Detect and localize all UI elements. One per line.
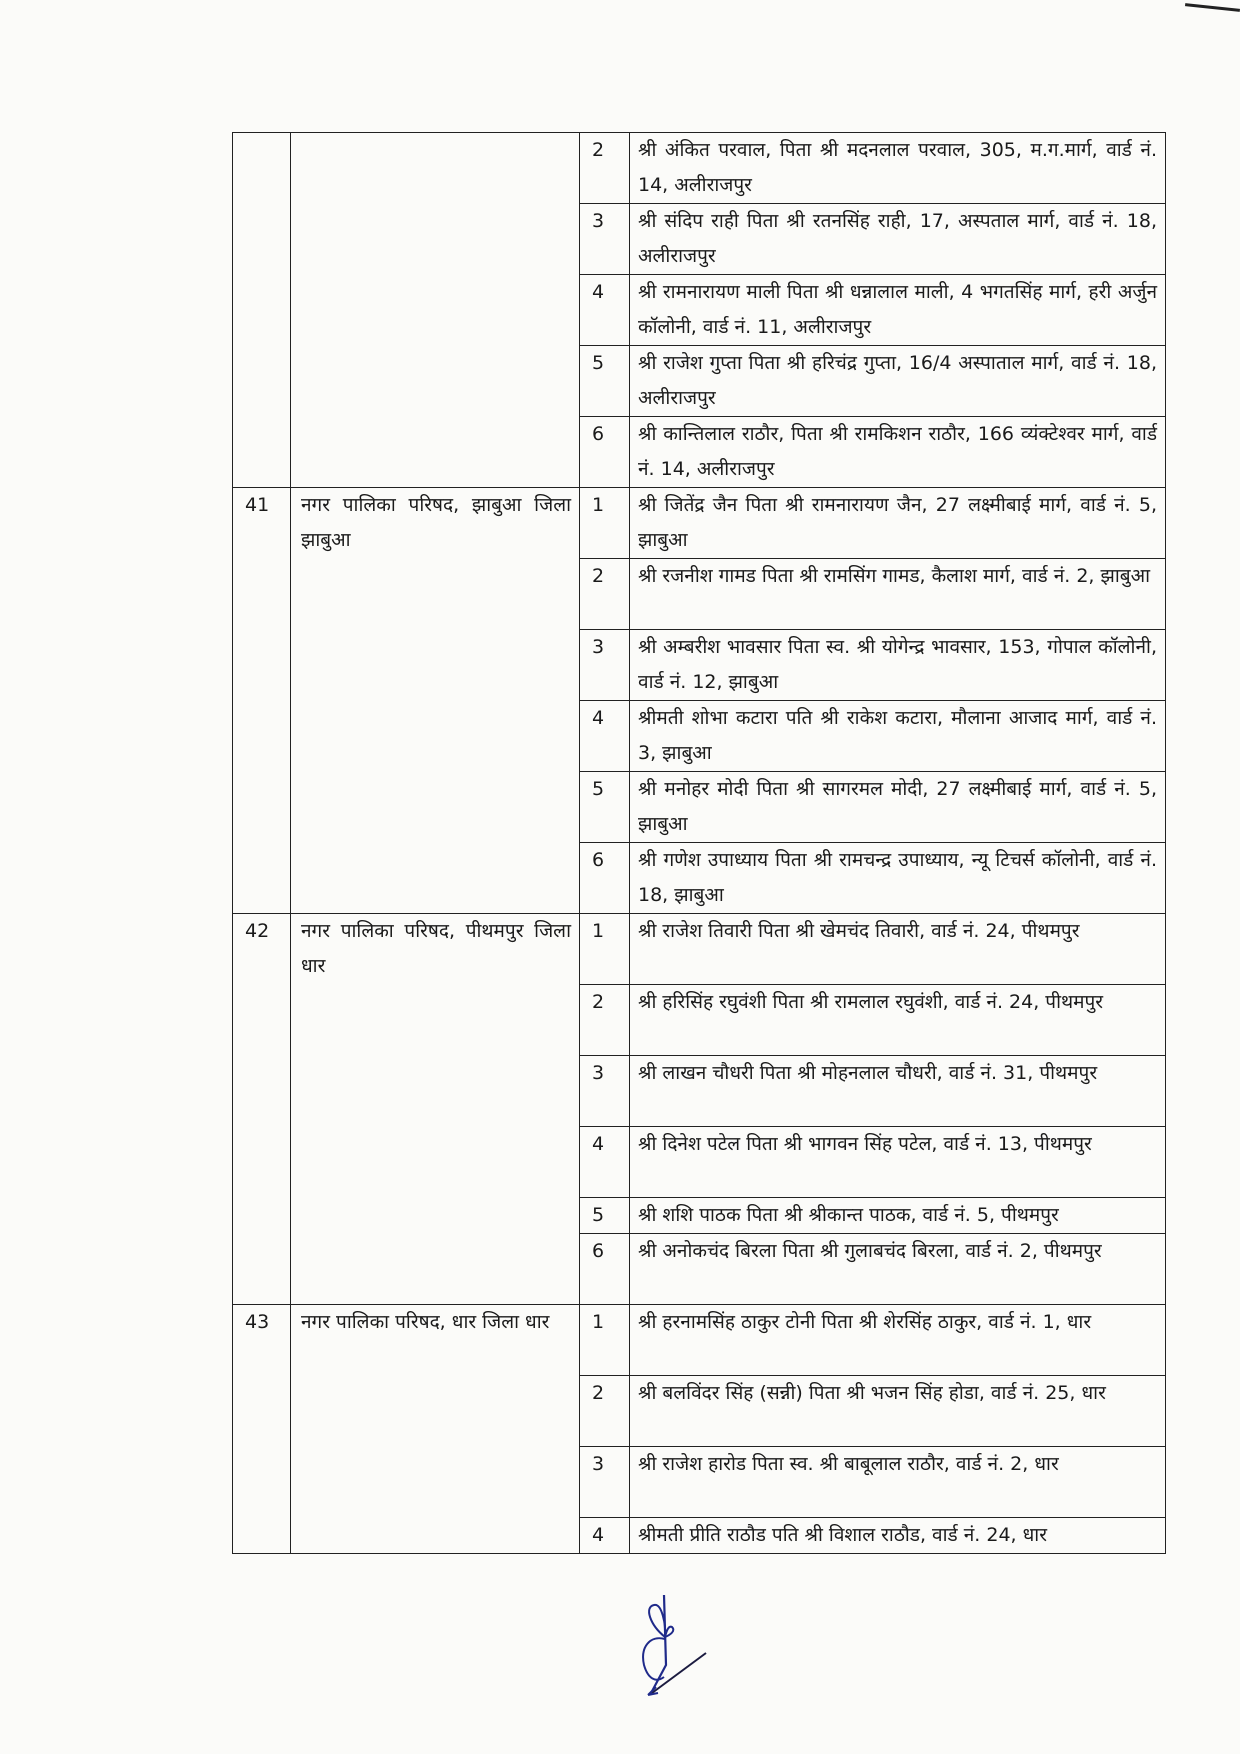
- member-details-cell: श्री शशि पाठक पिता श्री श्रीकान्त पाठक, वार्ड नं. 5, पीथमपुर: [630, 1198, 1166, 1234]
- member-number-cell: 3: [580, 204, 630, 275]
- member-number-cell: 3: [580, 630, 630, 701]
- member-details-cell: श्री जितेंद्र जैन पिता श्री रामनारायण जैन, 27 लक्ष्मीबाई मार्ग, वार्ड नं. 5, झाबुआ: [630, 488, 1166, 559]
- municipal-body-cell: नगर पालिका परिषद, पीथमपुर जिला धार: [291, 914, 580, 1305]
- member-details-cell: श्रीमती शोभा कटारा पति श्री राकेश कटारा, मौलाना आजाद मार्ग, वार्ड नं. 3, झाबुआ: [630, 701, 1166, 772]
- member-details-cell: श्री अनोकचंद बिरला पिता श्री गुलाबचंद बिरला, वार्ड नं. 2, पीथमपुर: [630, 1234, 1166, 1305]
- serial-number-cell: 41: [233, 488, 291, 914]
- municipal-body-cell: नगर पालिका परिषद, झाबुआ जिला झाबुआ: [291, 488, 580, 914]
- table-row: [233, 488, 1166, 559]
- member-number-cell: 6: [580, 1234, 630, 1305]
- member-details-cell: श्री अंकित परवाल, पिता श्री मदनलाल परवाल, 305, म.ग.मार्ग, वार्ड नं. 14, अलीराजपुर: [630, 133, 1166, 204]
- table-row: [233, 133, 1166, 204]
- member-number-cell: 5: [580, 772, 630, 843]
- member-list-table: [232, 132, 1166, 1554]
- member-details-cell: श्री संदिप राही पिता श्री रतनसिंह राही, 17, अस्पताल मार्ग, वार्ड नं. 18, अलीराजपुर: [630, 204, 1166, 275]
- member-details-cell: श्री राजेश हारोड पिता स्व. श्री बाबूलाल राठौर, वार्ड नं. 2, धार: [630, 1447, 1166, 1518]
- member-number-cell: 2: [580, 1376, 630, 1447]
- municipal-body-cell: [291, 133, 580, 488]
- member-number-cell: 2: [580, 133, 630, 204]
- member-details-cell: श्री अम्बरीश भावसार पिता स्व. श्री योगेन्द्र भावसार, 153, गोपाल कॉलोनी, वार्ड नं. 12, झाबुआ: [630, 630, 1166, 701]
- member-number-cell: 4: [580, 1127, 630, 1198]
- member-number-cell: 4: [580, 701, 630, 772]
- member-details-cell: श्री हरिसिंह रघुवंशी पिता श्री रामलाल रघुवंशी, वार्ड नं. 24, पीथमपुर: [630, 985, 1166, 1056]
- member-number-cell: 4: [580, 275, 630, 346]
- table-row: [233, 914, 1166, 985]
- member-details-cell: श्री रामनारायण माली पिता श्री धन्नालाल माली, 4 भगतसिंह मार्ग, हरी अर्जुन कॉलोनी, वार्ड नं. 11, अलीराजपुर: [630, 275, 1166, 346]
- signature-icon: [620, 1595, 720, 1700]
- serial-number-cell: 43: [233, 1305, 291, 1554]
- member-number-cell: 3: [580, 1056, 630, 1127]
- municipal-body-cell: नगर पालिका परिषद, धार जिला धार: [291, 1305, 580, 1554]
- member-details-cell: श्री राजेश तिवारी पिता श्री खेमचंद तिवारी, वार्ड नं. 24, पीथमपुर: [630, 914, 1166, 985]
- table-row: [233, 1305, 1166, 1376]
- page-edge-mark: [1180, 0, 1240, 20]
- member-number-cell: 1: [580, 1305, 630, 1376]
- member-number-cell: 6: [580, 417, 630, 488]
- member-number-cell: 1: [580, 914, 630, 985]
- member-details-cell: श्री दिनेश पटेल पिता श्री भागवन सिंह पटेल, वार्ड नं. 13, पीथमपुर: [630, 1127, 1166, 1198]
- member-details-cell: श्री कान्तिलाल राठौर, पिता श्री रामकिशन राठौर, 166 व्यंक्टेश्वर मार्ग, वार्ड नं. 14, अलीराजपुर: [630, 417, 1166, 488]
- member-number-cell: 4: [580, 1518, 630, 1554]
- member-number-cell: 5: [580, 346, 630, 417]
- member-details-cell: श्री मनोहर मोदी पिता श्री सागरमल मोदी, 27 लक्ष्मीबाई मार्ग, वार्ड नं. 5, झाबुआ: [630, 772, 1166, 843]
- member-details-cell: श्री बलविंदर सिंह (सन्नी) पिता श्री भजन सिंह होडा, वार्ड नं. 25, धार: [630, 1376, 1166, 1447]
- member-number-cell: 1: [580, 488, 630, 559]
- member-number-cell: 3: [580, 1447, 630, 1518]
- member-details-cell: श्री हरनामसिंह ठाकुर टोनी पिता श्री शेरसिंह ठाकुर, वार्ड नं. 1, धार: [630, 1305, 1166, 1376]
- serial-number-cell: 42: [233, 914, 291, 1305]
- member-number-cell: 5: [580, 1198, 630, 1234]
- member-details-cell: श्रीमती प्रीति राठौड पति श्री विशाल राठौड, वार्ड नं. 24, धार: [630, 1518, 1166, 1554]
- member-details-cell: श्री राजेश गुप्ता पिता श्री हरिचंद्र गुप्ता, 16/4 अस्पाताल मार्ग, वार्ड नं. 18, अलीराजपुर: [630, 346, 1166, 417]
- member-details-cell: श्री गणेश उपाध्याय पिता श्री रामचन्द्र उपाध्याय, न्यू टिचर्स कॉलोनी, वार्ड नं. 18, झाबुआ: [630, 843, 1166, 914]
- member-number-cell: 2: [580, 559, 630, 630]
- member-number-cell: 2: [580, 985, 630, 1056]
- serial-number-cell: [233, 133, 291, 488]
- member-number-cell: 6: [580, 843, 630, 914]
- member-details-cell: श्री रजनीश गामड पिता श्री रामसिंग गामड, कैलाश मार्ग, वार्ड नं. 2, झाबुआ: [630, 559, 1166, 630]
- member-details-cell: श्री लाखन चौधरी पिता श्री मोहनलाल चौधरी, वार्ड नं. 31, पीथमपुर: [630, 1056, 1166, 1127]
